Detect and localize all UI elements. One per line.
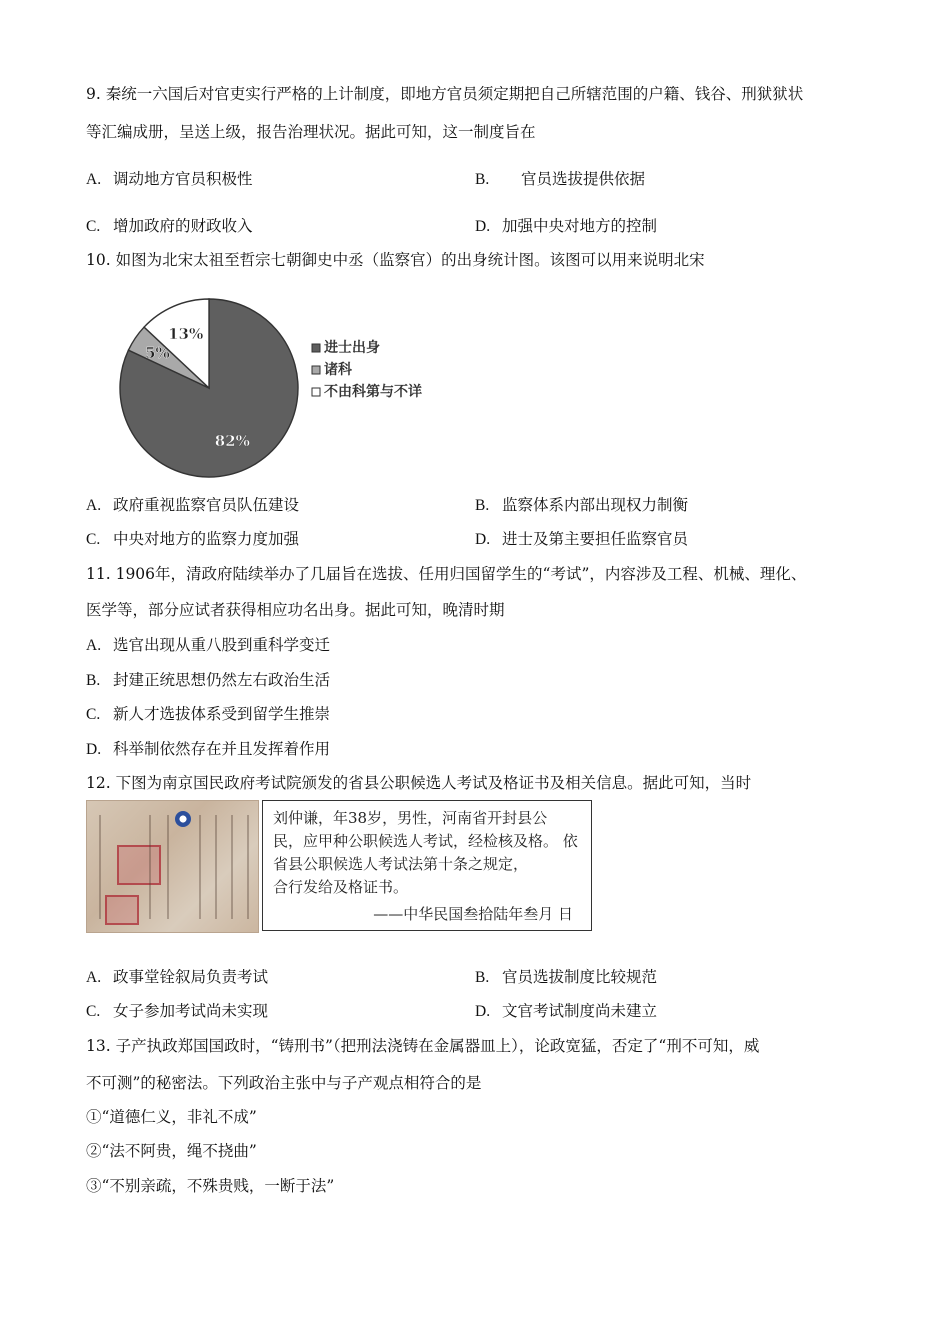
q9-option-c[interactable]: C. 增加政府的财政收入 [86, 217, 253, 235]
sun-emblem-icon [175, 811, 191, 827]
q12-option-b[interactable]: B. 官员选拔制度比较规范 [475, 968, 658, 986]
certificate-text-line: 合行发给及格证书。 [273, 878, 409, 896]
q12-option-a[interactable]: A. 政事堂铨叙局负责考试 [86, 968, 269, 986]
q11-option-c[interactable]: C. 新人才选拔体系受到留学生推崇 [86, 705, 331, 723]
text-column [247, 815, 249, 919]
legend-swatch-zhuke [312, 366, 320, 374]
q13-item-1: ①“道德仁义，非礼不成” [86, 1108, 257, 1126]
q12-stem: 12. 下图为南京国民政府考试院颁发的省县公职候选人考试及格证书及相关信息。据此可知，当时 [86, 774, 752, 792]
q11-option-a[interactable]: A. 选官出现从重八股到重科学变迁 [86, 636, 331, 654]
text-column [167, 815, 169, 919]
q10-option-d[interactable]: D. 进士及第主要担任监察官员 [475, 530, 689, 548]
q9-option-a[interactable]: A. 调动地方官员积极性 [86, 170, 253, 188]
q13-item-3: ③“不别亲疏，不殊贵贱，一断于法” [86, 1177, 335, 1195]
text-column [149, 815, 151, 919]
q11-stem-line1: 11. 1906年，清政府陆续举办了几届旨在选拔、任用归国留学生的“考试”，内容涉及工程、机械、理化、 [86, 565, 807, 583]
pie-chart [115, 296, 455, 496]
certificate-text-line: 省县公职候选人考试法第十条之规定， [273, 855, 529, 873]
q12-option-c[interactable]: C. 女子参加考试尚未实现 [86, 1002, 269, 1020]
q10-option-b[interactable]: B. 监察体系内部出现权力制衡 [475, 496, 689, 514]
certificate-info-box [262, 800, 592, 931]
red-seal-stamp [105, 895, 139, 925]
pie-label-zhuke: 5% [145, 343, 170, 362]
text-column [199, 815, 201, 919]
legend-label-zhuke: 诸科 [324, 362, 352, 378]
q10-option-c[interactable]: C. 中央对地方的监察力度加强 [86, 530, 300, 548]
legend-label-other: 不由科第与不详 [324, 384, 422, 400]
legend-swatch-other [312, 388, 320, 396]
pie-label-other: 13% [168, 325, 204, 344]
q10-option-a[interactable]: A. 政府重视监察官员队伍建设 [86, 496, 300, 514]
q13-stem-line2: 不可测”的秘密法。下列政治主张中与子产观点相符合的是 [86, 1074, 482, 1092]
q9-stem-line1: 9. 秦统一六国后对官吏实行严格的上计制度，即地方官员须定期把自己所辖范围的户籍、钱谷、刑狱狱状 [86, 85, 804, 103]
legend-swatch-jinshi [312, 344, 320, 352]
q13-item-2: ②“法不阿贵，绳不挠曲” [86, 1142, 257, 1160]
certificate-photo [86, 800, 259, 933]
red-seal-stamp [117, 845, 161, 885]
pie-label-jinshi: 82% [214, 432, 250, 451]
legend-label-jinshi: 进士出身 [324, 340, 380, 356]
q9-stem-line2: 等汇编成册，呈送上级，报告治理状况。据此可知，这一制度旨在 [86, 123, 536, 141]
text-column [99, 815, 101, 919]
certificate-text-line: 民，应甲种公职候选人考试，经检核及格。 依 [273, 832, 578, 850]
q11-option-b[interactable]: B. 封建正统思想仍然左右政治生活 [86, 671, 331, 689]
q9-option-d[interactable]: D. 加强中央对地方的控制 [475, 217, 658, 235]
q11-option-d[interactable]: D. 科举制依然存在并且发挥着作用 [86, 740, 331, 758]
q10-stem: 10. 如图为北宋太祖至哲宗七朝御史中丞（监察官）的出身统计图。该图可以用来说明北宋 [86, 251, 705, 269]
certificate-source: ——中华民国叁拾陆年叁月 日 [373, 905, 573, 923]
certificate-text-line: 刘仲谦，年38岁，男性，河南省开封县公 [273, 809, 548, 827]
q13-stem-line1: 13. 子产执政郑国国政时，“铸刑书”（把刑法浇铸在金属器皿上），论政宽猛，否定了“刑不可知，威 [86, 1037, 760, 1055]
q12-option-d[interactable]: D. 文官考试制度尚未建立 [475, 1002, 658, 1020]
q11-stem-line2: 医学等，部分应试者获得相应功名出身。据此可知，晚清时期 [86, 601, 505, 619]
text-column [231, 815, 233, 919]
text-column [215, 815, 217, 919]
q9-option-b[interactable]: B. 官员选拔提供依据 [475, 170, 646, 188]
